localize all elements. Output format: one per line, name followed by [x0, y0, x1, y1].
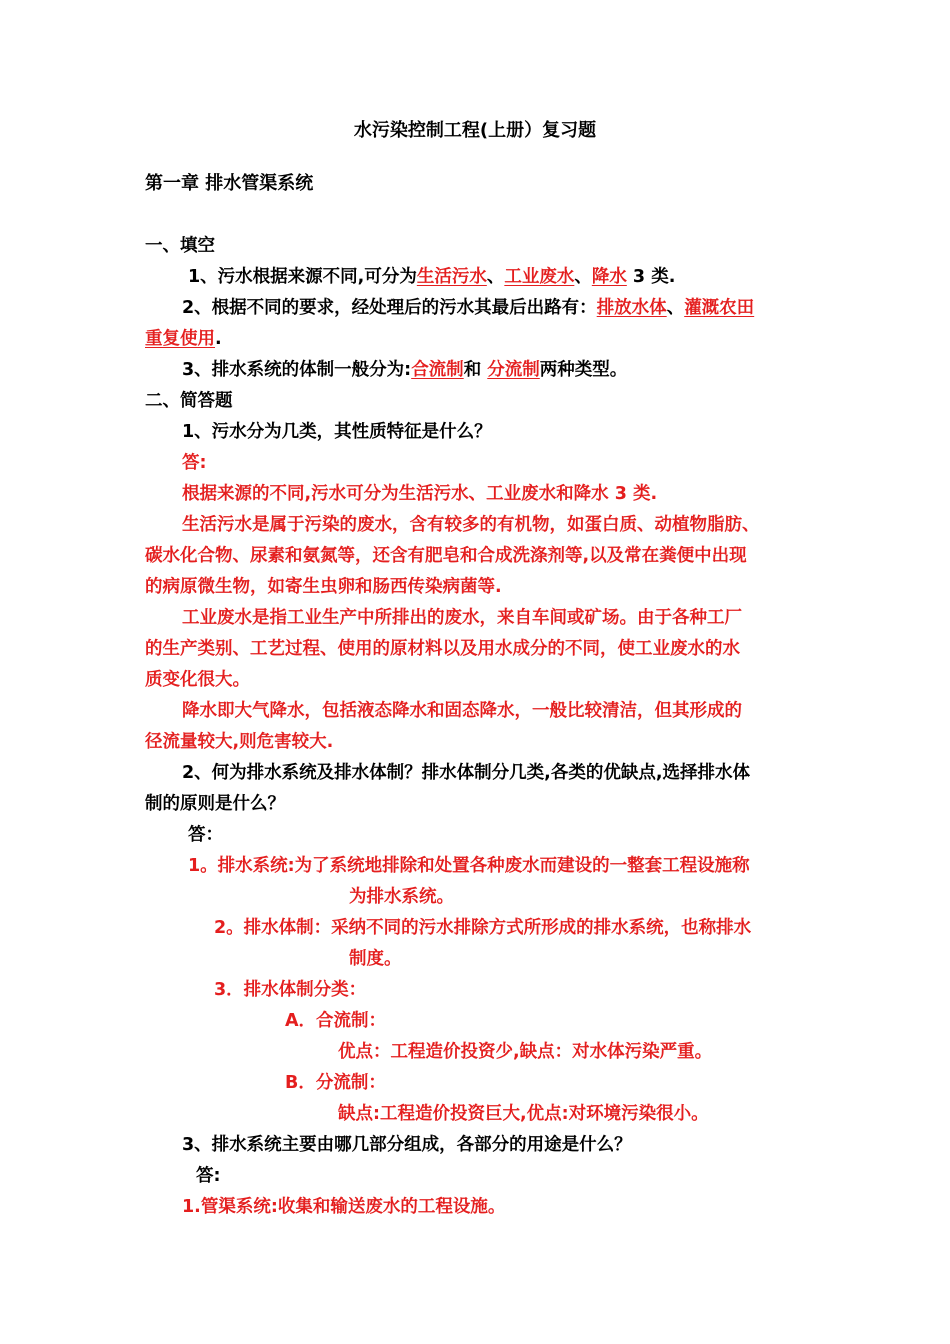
document-title: 水污染控制工程(上册）复习题: [353, 120, 597, 141]
short-q2-answer-2: 2。排水体制：采纳不同的污水排除方式所形成的排水系统，也称排水: [214, 918, 752, 938]
short-q1-answer-line: 生活污水是属于污染的废水，含有较多的有机物，如蛋白质、动植物脂肪、: [182, 515, 760, 535]
fill-q2-answer-2: 灌溉农田: [684, 298, 755, 318]
fill-q1-answer-2: 工业废水: [504, 267, 575, 287]
fill-q1-answer-1: 生活污水: [416, 267, 487, 287]
fill-q3-mid: 和: [463, 360, 488, 380]
fill-q3-answer-1: 合流制: [411, 360, 464, 380]
fill-q1-text: 1、污水根据来源不同,可分为: [188, 267, 417, 287]
fill-q2-text: 2、根据不同的要求，经处理后的污水其最后出路有：: [182, 298, 597, 318]
short-q1-answer-line: 的病原微生物，如寄生虫卵和肠西传染病菌等.: [145, 577, 502, 597]
short-q2-answer-1-cont: 为排水系统。: [349, 887, 454, 907]
section-heading-fill-blank: 一、填空: [145, 236, 215, 256]
short-q3-answer-label: 答:: [196, 1166, 221, 1186]
chapter-heading: 第一章 排水管渠系统: [145, 173, 314, 194]
short-q2-answer-3: 3．排水体制分类：: [214, 980, 367, 1000]
short-q1-answer-line: 的生产类别、工艺过程、使用的原材料以及用水成分的不同，使工业废水的水: [145, 639, 740, 659]
fill-q2-suffix: .: [215, 329, 222, 349]
section-heading-short-answer: 二、简答题: [145, 391, 233, 411]
short-q2-answer-label: 答：: [188, 825, 223, 845]
fill-q1-suffix: 3 类.: [626, 267, 676, 287]
short-q1-answer-line: 降水即大气降水，包括液态降水和固态降水，一般比较清洁，但其形成的: [182, 701, 742, 721]
fill-q1-sep-2: 、: [574, 267, 592, 287]
fill-q2-answer-3: 重复使用: [145, 329, 215, 349]
short-q2-answer-1: 1。排水系统:为了系统地排除和处置各种废水而建设的一整套工程设施称: [188, 856, 750, 876]
fill-q2-answer-1: 排放水体: [596, 298, 667, 318]
short-q2-answer-3a-detail: 优点：工程造价投资少,缺点：对水体污染严重。: [338, 1042, 713, 1062]
fill-question-2: [182, 296, 754, 320]
fill-q1-answer-3: 降水: [591, 267, 627, 287]
fill-q1-sep-1: 、: [486, 267, 505, 287]
fill-question-1: [188, 265, 675, 289]
fill-q3-suffix: 两种类型。: [539, 360, 628, 380]
short-q1-answer-label: 答:: [182, 453, 207, 473]
fill-q3-answer-2: 分流制: [487, 360, 540, 380]
short-q2-answer-3a: A．合流制：: [285, 1011, 387, 1031]
fill-q2-sep-1: 、: [666, 298, 685, 318]
short-q1-answer-line: 径流量较大,则危害较大.: [145, 732, 334, 752]
short-question-2: 2、何为排水系统及排水体制？排水体制分几类,各类的优缺点,选择排水体: [182, 763, 750, 783]
short-question-1: 1、污水分为几类，其性质特征是什么？: [182, 422, 492, 442]
short-q2-answer-3b: B．分流制：: [285, 1073, 386, 1093]
short-q2-answer-2-cont: 制度。: [349, 949, 402, 969]
short-q1-answer-line: 质变化很大。: [145, 670, 250, 690]
short-q1-answer-line: 根据来源的不同,污水可分为生活污水、工业废水和降水 3 类.: [182, 484, 658, 504]
short-q1-answer-line: 碳水化合物、尿素和氨氮等，还含有肥皂和合成洗涤剂等,以及常在粪便中出现: [145, 546, 747, 566]
fill-question-2-cont: [145, 327, 222, 351]
fill-q3-text: 3、排水系统的体制一般分为:: [182, 360, 412, 380]
short-q1-answer-line: 工业废水是指工业生产中所排出的废水，来自车间或矿场。由于各种工厂: [182, 608, 742, 628]
short-q2-answer-3b-detail: 缺点:工程造价投资巨大,优点:对环境污染很小。: [338, 1104, 709, 1124]
short-q3-answer-1: 1.管渠系统:收集和输送废水的工程设施。: [182, 1197, 506, 1217]
short-question-2-cont: 制的原则是什么？: [145, 794, 285, 814]
fill-question-3: [182, 358, 627, 382]
short-question-3: 3、排水系统主要由哪几部分组成，各部分的用途是什么？: [182, 1135, 632, 1155]
